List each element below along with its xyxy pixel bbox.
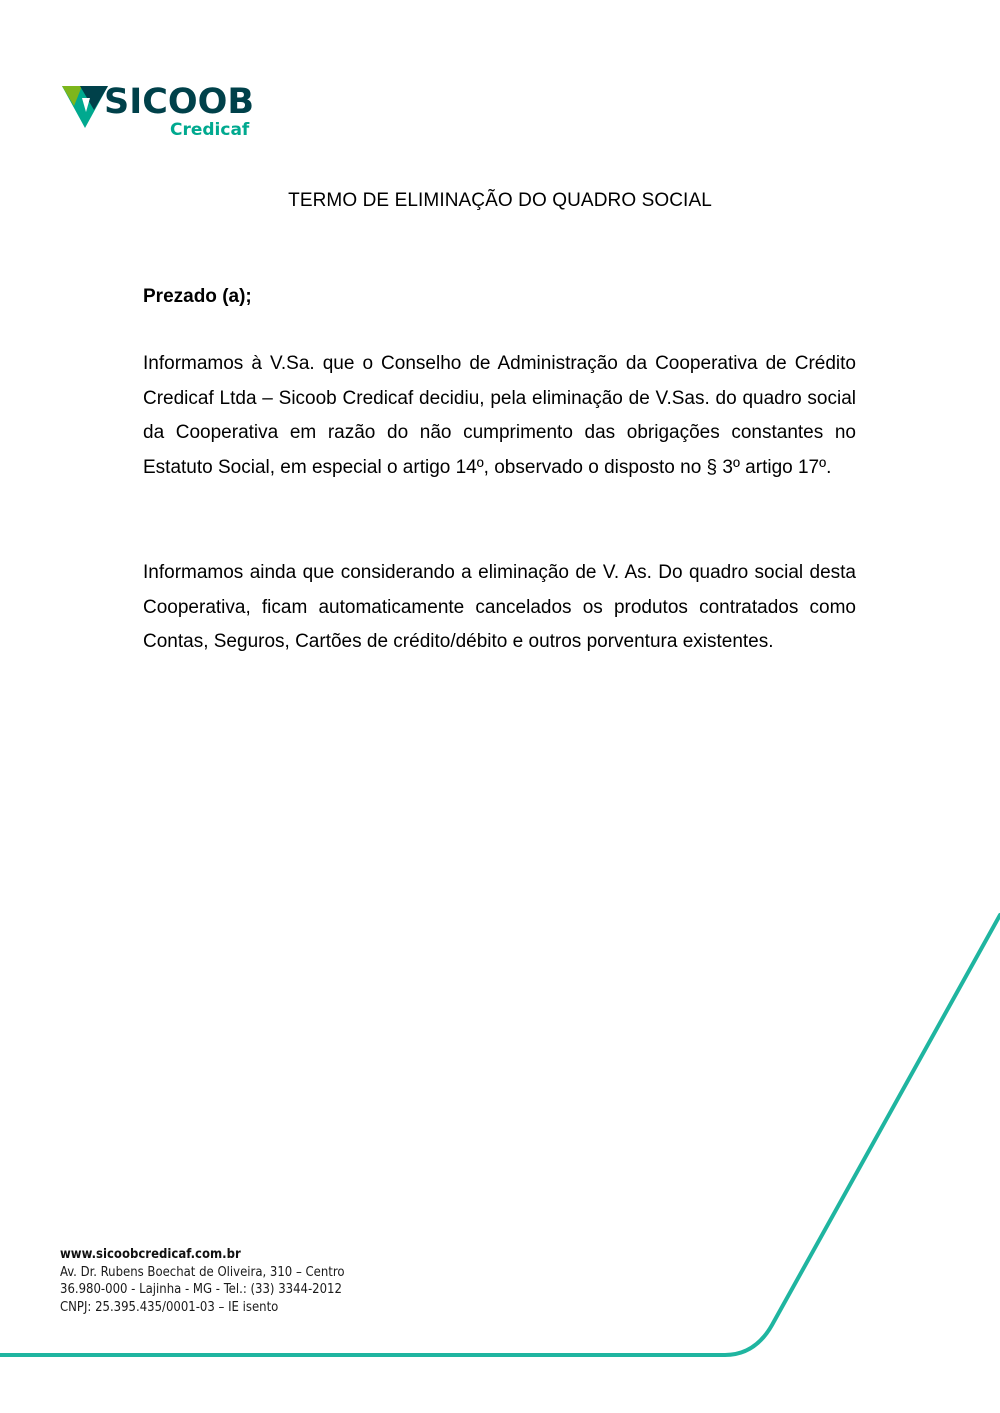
body-paragraph-1: Informamos à V.Sa. que o Conselho de Administração da Cooperativa de Crédito Credicaf Ltda – Sicoob Credicaf decidiu, pela eliminação de V.Sas. do quadro social da Cooperativa em razão do não cumprimento das obrigações constantes no Estatuto Social, em especial o artigo 14º, observado o disposto no § 3º artigo 17º. [143, 353, 856, 478]
footer-cnpj: CNPJ: 25.395.435/0001-03 – IE isento [60, 1299, 279, 1315]
footer-address: Av. Dr. Rubens Boechat de Oliveira, 310 – Centro [60, 1264, 345, 1280]
footer [60, 1246, 345, 1316]
footer-city-phone: 36.980-000 - Lajinha - MG - Tel.: (33) 3344-2012 [60, 1282, 342, 1297]
greeting: Prezado (a); [143, 286, 252, 307]
body-paragraph-2: Informamos ainda que considerando a eliminação de V. As. Do quadro social desta Cooperativa, ficam automaticamente cancelados os produtos contratados como Contas, Seguros, Cartões de crédito/débito e outros porventura existentes. [143, 562, 856, 652]
logo-brand-name: SICOOB [104, 82, 255, 122]
document-title: TERMO DE ELIMINAÇÃO DO QUADRO SOCIAL [288, 190, 712, 211]
footer-website[interactable]: www.sicoobcredicaf.com.br [60, 1247, 241, 1262]
logo-brand-sub: Credicaf [170, 120, 250, 140]
